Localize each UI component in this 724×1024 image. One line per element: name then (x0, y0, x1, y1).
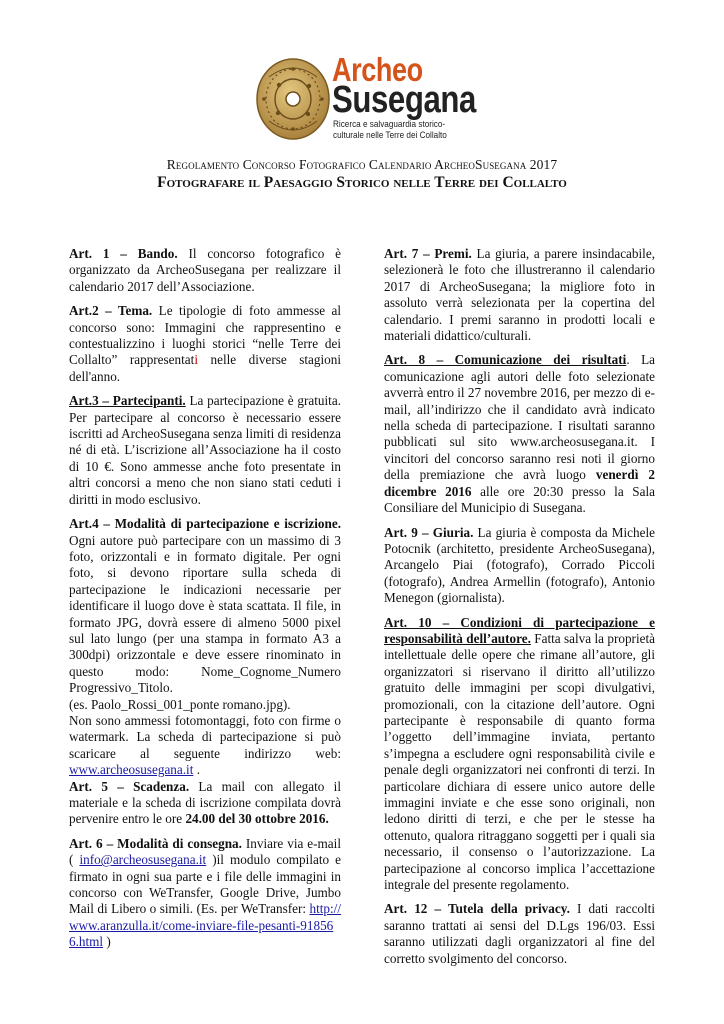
article-heading: Art. 12 – Tutela della privacy. (384, 901, 570, 917)
article-text: . La comunicazione agli autori delle foto selezionate avverrà entro il 27 novembre 2016, per mezzo di e-mail, all’indirizzo che il candidato avrà indicato nella scheda di partecipazione. I risultati saranno pubblicati sul sito www.archeosusegana.it. I vincitori del concorso saranno resi noti il giorno della premiazione che avrà luogo (384, 352, 655, 483)
article-text: La giuria è composta da Michele Potocnik (architetto, presidente ArcheoSusegana), Arcangelo Piai (fotografo), Corrado Piccoli (fotografo), Andrea Armellin (fotografo), Antonio Menegon (giornalista). (384, 524, 655, 606)
article-heading: Art. 10 – Condizioni di partecipazione e responsabilità dell’autore. (384, 614, 655, 646)
article-text: Le tipologie di foto ammesse al concorso sono: Immagini che rappresentino e contestualizzino i luoghi storici “nelle Terre dei Collalto” rappresentat (69, 303, 342, 368)
article-9 (384, 525, 655, 607)
article-text: Ogni autore può partecipare con un massimo di 3 foto, orizzontali e in formato digitale. Per ogni foto, si devono riportare sulla scheda di partecipazione le indicazioni necessarie per identificare il luogo dove è stata scattata. Il file, in formato JPG, dovrà essere di almeno 5000 pixel sul lato lungo (per una stampa in formato A3 a 300dpi) orizzontale e deve essere rinominato in questo modo: Nome_Cognome_Numero Progressivo_Titolo. (69, 532, 341, 696)
article-3 (69, 393, 341, 508)
article-12 (384, 901, 655, 967)
article-heading: Art.3 – Partecipanti. (69, 393, 186, 409)
document-title: Regolamento Concorso Fotografico Calendario ArcheoSusegana 2017 (166, 157, 558, 172)
article-text: . (193, 762, 200, 778)
brand-name-line1: Archeo (332, 51, 423, 88)
brand-tagline: Ricerca e salvaguardia storico-culturale nelle Terre dei Collalto (333, 119, 447, 141)
article-heading: Art.2 – Tema. (69, 303, 153, 319)
article-heading: Art. 7 – Premi. (384, 246, 472, 261)
article-text: Il concorso fotografico è organizzato da ArcheoSusegana per realizzare il calendario 2017 dell’Associazione. (69, 246, 341, 294)
article-heading: Art. 1 – Bando. (69, 246, 178, 261)
article-heading: Art.4 – Modalità di partecipazione e iscrizione. (69, 516, 341, 532)
article-text: Fatta salva la proprietà intellettuale delle opere che rimane all’autore, gli organizzatori si riservano il diritto all’utilizzo gratuito delle immagini per scopi divulgativi, promozionali, con la citazione dell’autore. Ogni partecipante è responsabile di quanto forma l’oggetto dell’immagine inviata, pertanto s’impegna a escludere ogni responsabilità civile e penale degli organizzatori nei confronti di terzi. In particolare dichiara di essere unico autore delle immagini inviate e che esse sono originali, non ledono diritti di terzi, e che per le stesse ha ottenuto, qualora ritraggano soggetti per i quali sia necessario, il consenso o l’autorizzazione. La partecipazione al concorso implica l’accettazione integrale del presente regolamento. (384, 630, 655, 893)
article-text: La partecipazione è gratuita. Per partecipare al concorso è necessario essere iscritti ad ArcheoSusegana senza limiti di residenza né di età. L’iscrizione all’Associazione ha il costo di 10 €. Sono ammesse anche foto presentate in altri concorsi a meno che non siano stati ceduti i diritti in modo esclusivo. (69, 393, 341, 507)
award-date: venerdì 2 dicembre 2016 (384, 467, 655, 499)
article-7 (384, 246, 655, 344)
deadline: 24.00 del 30 ottobre 2016. (185, 811, 329, 827)
article-heading: Art. 5 – Scadenza. (69, 778, 190, 794)
article-text: I dati raccolti saranno trattati ai sensi del D.Lgs 196/03. Essi saranno utilizzati dagli organizzatori al fine del corretto svolgimento del concorso. (384, 901, 656, 966)
email-link[interactable]: info@archeosusegana.it (79, 852, 207, 868)
article-text: )il modulo compilato e firmato in ogni sua parte e i file delle immagini in concorso con WeTransfer, Google Drive, Jumbo Mail di Libero o simili. (Es. per WeTransfer: (69, 852, 341, 917)
article-text: alle ore 20:30 presso la Sala Consiliare del Municipio di Susegana. (384, 483, 655, 516)
left-column (69, 246, 341, 959)
article-text: Non sono ammessi fotomontaggi, foto con firme o watermark. La scheda di partecipazione si può scaricare al seguente indirizzo web: (69, 712, 341, 761)
article-8 (384, 352, 655, 516)
wetransfer-guide-link[interactable]: http://www.aranzulla.it/come-inviare-file-pesanti-918566.html (69, 901, 341, 950)
right-column (384, 246, 655, 975)
article-heading: Art. 6 – Modalità di consegna. (69, 835, 242, 851)
article-5 (69, 779, 341, 828)
carved-disc-icon (255, 55, 331, 141)
article-heading: Art. 9 – Giuria. (384, 524, 474, 540)
article-text: ) (103, 934, 111, 950)
archeosusegana-logo (255, 51, 485, 155)
website-link[interactable]: www.archeosusegana.it (69, 762, 194, 778)
article-text: nelle diverse stagioni dell'anno. (69, 352, 341, 384)
article-text: La mail con allegato il materiale e la scheda di iscrizione compilata dovrà pervenire entro le ore (69, 778, 341, 827)
brand-name-line2: Susegana (332, 79, 476, 121)
article-text: Inviare via e-mail ( (69, 835, 341, 868)
highlighted-letter: i (194, 352, 198, 368)
article-4 (69, 516, 341, 779)
document-subtitle: Fotografare il Paesaggio Storico nelle Terre dei Collalto (157, 174, 567, 191)
article-10 (384, 615, 655, 894)
article-text: La giuria, a parere insindacabile, selezionerà le foto che illustreranno il calendario 2017 di ArcheoSusegana; la migliore foto in assoluto verrà selezionata per la copertina del calendario. I premi saranno in prodotti locali e materiali didattico/culturali. (384, 246, 655, 344)
article-2 (69, 303, 341, 385)
article-6 (69, 836, 341, 951)
article-heading: Art. 8 – Comunicazione dei risultati (384, 352, 627, 368)
article-1 (69, 246, 341, 295)
filename-example: (es. Paolo_Rossi_001_ponte romano.jpg). (69, 696, 291, 712)
